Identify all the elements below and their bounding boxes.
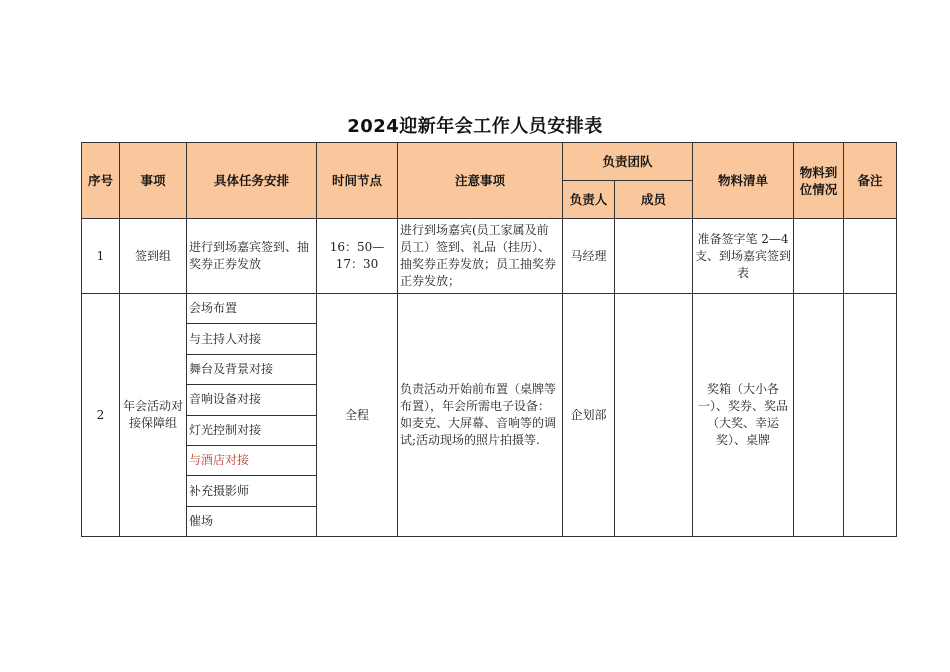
row-index: 2	[82, 294, 120, 537]
header-index: 序号	[82, 143, 120, 219]
row-time: 16：50—17：30	[317, 219, 398, 294]
header-members: 成员	[615, 181, 693, 219]
row-task: 进行到场嘉宾签到、抽奖券正券发放	[187, 219, 317, 294]
row-members	[615, 219, 693, 294]
table-row	[82, 294, 897, 324]
header-leader: 负责人	[563, 181, 615, 219]
row-item: 年会活动对接保障组	[120, 294, 187, 537]
staff-schedule-table	[81, 142, 897, 537]
row-notes: 进行到场嘉宾(员工家属及前员工）签到、礼品（挂历）、抽奖券正券发放；员工抽奖券正券发放；	[398, 219, 563, 294]
header-item: 事项	[120, 143, 187, 219]
row-index: 1	[82, 219, 120, 294]
row-item: 签到组	[120, 219, 187, 294]
row-remarks	[844, 219, 897, 294]
row-notes: 负责活动开始前布置（桌牌等布置），年会所需电子设备：如麦克、大屏幕、音响等的调试;活动现场的照片拍摄等.	[398, 294, 563, 537]
row-leader: 企划部	[563, 294, 615, 537]
row-time: 全程	[317, 294, 398, 537]
task-item: 催场	[187, 506, 317, 536]
header-materials-status: 物料到位情况	[794, 143, 844, 219]
row-leader: 马经理	[563, 219, 615, 294]
header-remarks: 备注	[844, 143, 897, 219]
task-item: 会场布置	[187, 294, 317, 324]
task-item: 灯光控制对接	[187, 415, 317, 445]
table-row	[82, 219, 897, 294]
row-materials: 准备签字笔 2—4 支、到场嘉宾签到表	[693, 219, 794, 294]
header-time: 时间节点	[317, 143, 398, 219]
header-notes: 注意事项	[398, 143, 563, 219]
task-item-highlighted: 与酒店对接	[187, 445, 317, 475]
document-title: 2024迎新年会工作人员安排表	[347, 116, 603, 137]
task-item: 音响设备对接	[187, 385, 317, 415]
header-row-1	[82, 143, 897, 181]
row-materials-status	[794, 294, 844, 537]
row-materials-status	[794, 219, 844, 294]
header-task: 具体任务安排	[187, 143, 317, 219]
row-remarks	[844, 294, 897, 537]
task-item: 补充摄影师	[187, 476, 317, 506]
header-team: 负责团队	[563, 143, 693, 181]
header-materials: 物料清单	[693, 143, 794, 219]
task-item: 舞台及背景对接	[187, 354, 317, 384]
row-members	[615, 294, 693, 537]
row-materials: 奖箱（大小各一）、奖券、奖品（大奖、幸运奖）、桌牌	[693, 294, 794, 537]
task-item: 与主持人对接	[187, 324, 317, 354]
